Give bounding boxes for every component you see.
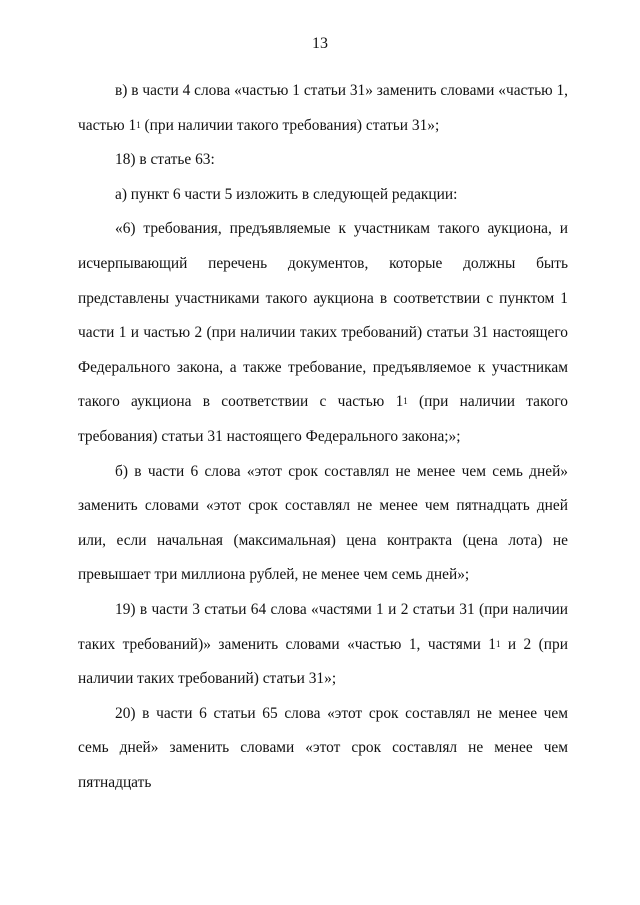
- paragraph-text: и 2 (при наличии таких требований) статьи 31»;: [78, 635, 568, 688]
- superscript: 1: [136, 119, 141, 130]
- paragraph-text: 19) в части 3 статьи 64 слова «частями 1 и 2 статьи 31 (при наличии таких требований)» заменить словами «частью 1, частями 1: [78, 600, 568, 653]
- paragraph-text: 20) в части 6 статьи 65 слова «этот срок составлял не менее чем семь дней» заменить словами «этот срок составлял не менее чем пятнадцать: [78, 704, 568, 791]
- paragraph-text: б) в части 6 слова «этот срок составлял не менее чем семь дней» заменить словами «этот срок составлял не менее чем пятнадцать дней или, если начальная (максимальная) цена контракта (цена лота) не превышает три миллиона рублей, не менее чем семь дней»;: [78, 462, 568, 584]
- paragraph-19: [78, 593, 568, 697]
- paragraph-20: [78, 697, 568, 801]
- superscript: 1: [403, 396, 408, 407]
- paragraph-text: «6) требования, предъявляемые к участникам такого аукциона, и исчерпывающий перечень документов, которые должны быть представлены участниками такого аукциона в соответствии с пунктом 1 части 1 и частью 2 (при наличии таких требований) статьи 31 настоящего Федерального закона, а также требование, предъявляемое к участникам такого аукциона в соответствии с частью 1: [78, 220, 568, 411]
- page-number: 13: [312, 35, 328, 52]
- paragraph-quote-6: [78, 212, 568, 454]
- paragraph-text: а) пункт 6 части 5 изложить в следующей редакции:: [115, 185, 458, 203]
- document-body: [78, 74, 568, 800]
- paragraph-text: (при наличии такого требования) статьи 31 настоящего Федерального закона;»;: [78, 393, 568, 445]
- paragraph-text: 18) в статье 63:: [115, 151, 215, 169]
- paragraph-b: [78, 455, 568, 593]
- paragraph-v: [78, 74, 568, 143]
- paragraph-text: (при наличии такого требования) статьи 31»;: [140, 116, 440, 134]
- paragraph-text: в) в части 4 слова «частью 1 статьи 31» заменить словами «частью 1, частью 1: [78, 82, 568, 134]
- paragraph-a: [78, 178, 568, 213]
- superscript: 1: [495, 638, 501, 649]
- paragraph-18: [78, 143, 568, 178]
